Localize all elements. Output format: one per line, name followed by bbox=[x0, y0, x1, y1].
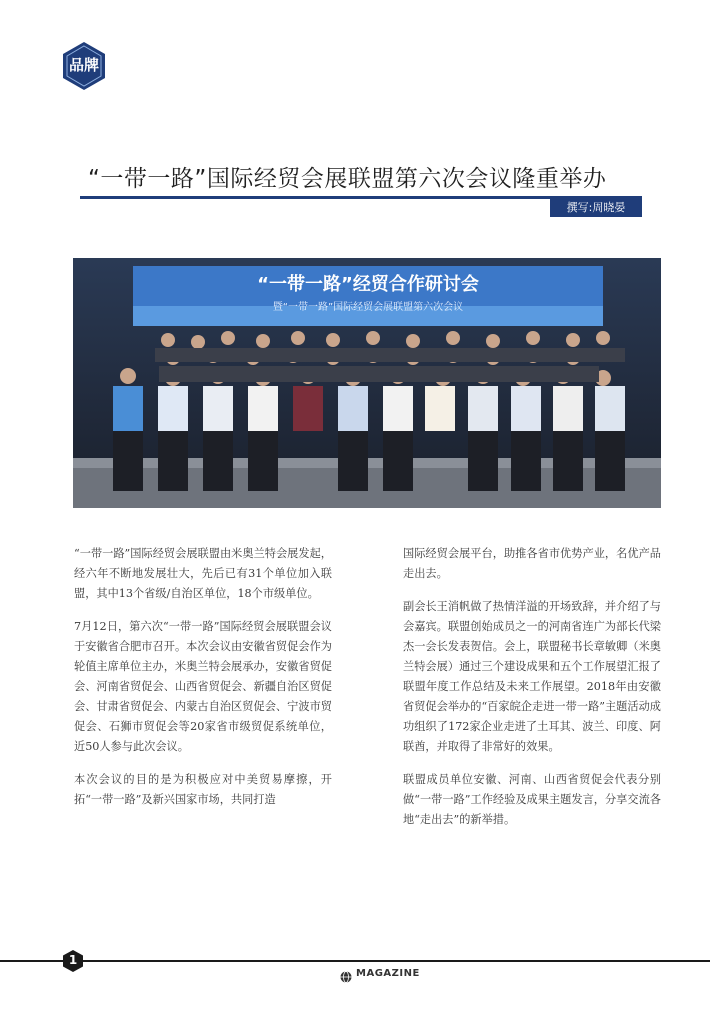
category-label: 品牌 bbox=[68, 56, 99, 74]
paragraph: 7月12日，第六次“一带一路”国际经贸会展联盟会议于安徽省合肥市召开。本次会议由安徽省贸促会作为轮值主席单位主办，米奥兰特会展承办，安徽省贸促会、河南省贸促会、山西省贸促会、新疆自治区贸促会、甘肃省贸促会、内蒙古自治区贸促会、宁波市贸促会、石狮市贸促会等20家省市级贸促系统单位，近50人参与此次会议。 bbox=[74, 620, 332, 753]
paragraph: 本次会议的目的是为积极应对中美贸易摩擦，开拓“一带一路”及新兴国家市场，共同打造 bbox=[74, 773, 332, 806]
page-number-badge bbox=[62, 949, 84, 973]
footer-divider bbox=[0, 960, 710, 962]
category-badge bbox=[60, 40, 108, 92]
magazine-name: MAGAZINE bbox=[356, 968, 420, 979]
text-column-left bbox=[74, 544, 332, 823]
text-column-right bbox=[403, 544, 661, 843]
paragraph: 副会长王消帆做了热情洋溢的开场致辞，并介绍了与会嘉宾。联盟创始成员之一的河南省连广为部长代梁杰一会长发表贺信。会上，联盟秘书长章敏卿（米奥兰特会展）通过三个建设成果和五个工作展望汇报了联盟年度工作总结及未来工作展望。2018年由安徽省贸促会举办的“百家皖企走进一带一路”主题活动成功组织了172家企业走进了土耳其、波兰、印度、阿联酋，并取得了非常好的效果。 bbox=[403, 600, 661, 753]
paragraph: “一带一路”国际经贸会展联盟由米奥兰特会展发起，经六年不断地发展壮大，先后已有31个单位加入联盟，其中13个省级/自治区单位，18个市级单位。 bbox=[74, 547, 332, 600]
banner-line-2: 暨“一带一路”国际经贸会展联盟第六次会议 bbox=[272, 302, 464, 313]
group-photo bbox=[73, 258, 661, 508]
author-tag: 撰写:周晓晏 bbox=[550, 199, 642, 217]
globe-icon bbox=[340, 971, 352, 983]
magazine-logo bbox=[340, 968, 420, 982]
article-title: “一带一路”国际经贸会展联盟第六次会议隆重举办 bbox=[88, 166, 607, 192]
paragraph: 联盟成员单位安徽、河南、山西省贸促会代表分别做“一带一路”工作经验及成果主题发言，分享交流各地“走出去”的新举措。 bbox=[403, 773, 661, 826]
paragraph: 国际经贸会展平台，助推各省市优势产业，名优产品走出去。 bbox=[403, 547, 661, 580]
page-number: 1 bbox=[68, 953, 78, 967]
banner-line-1: “一带一路”经贸合作研讨会 bbox=[257, 274, 479, 295]
